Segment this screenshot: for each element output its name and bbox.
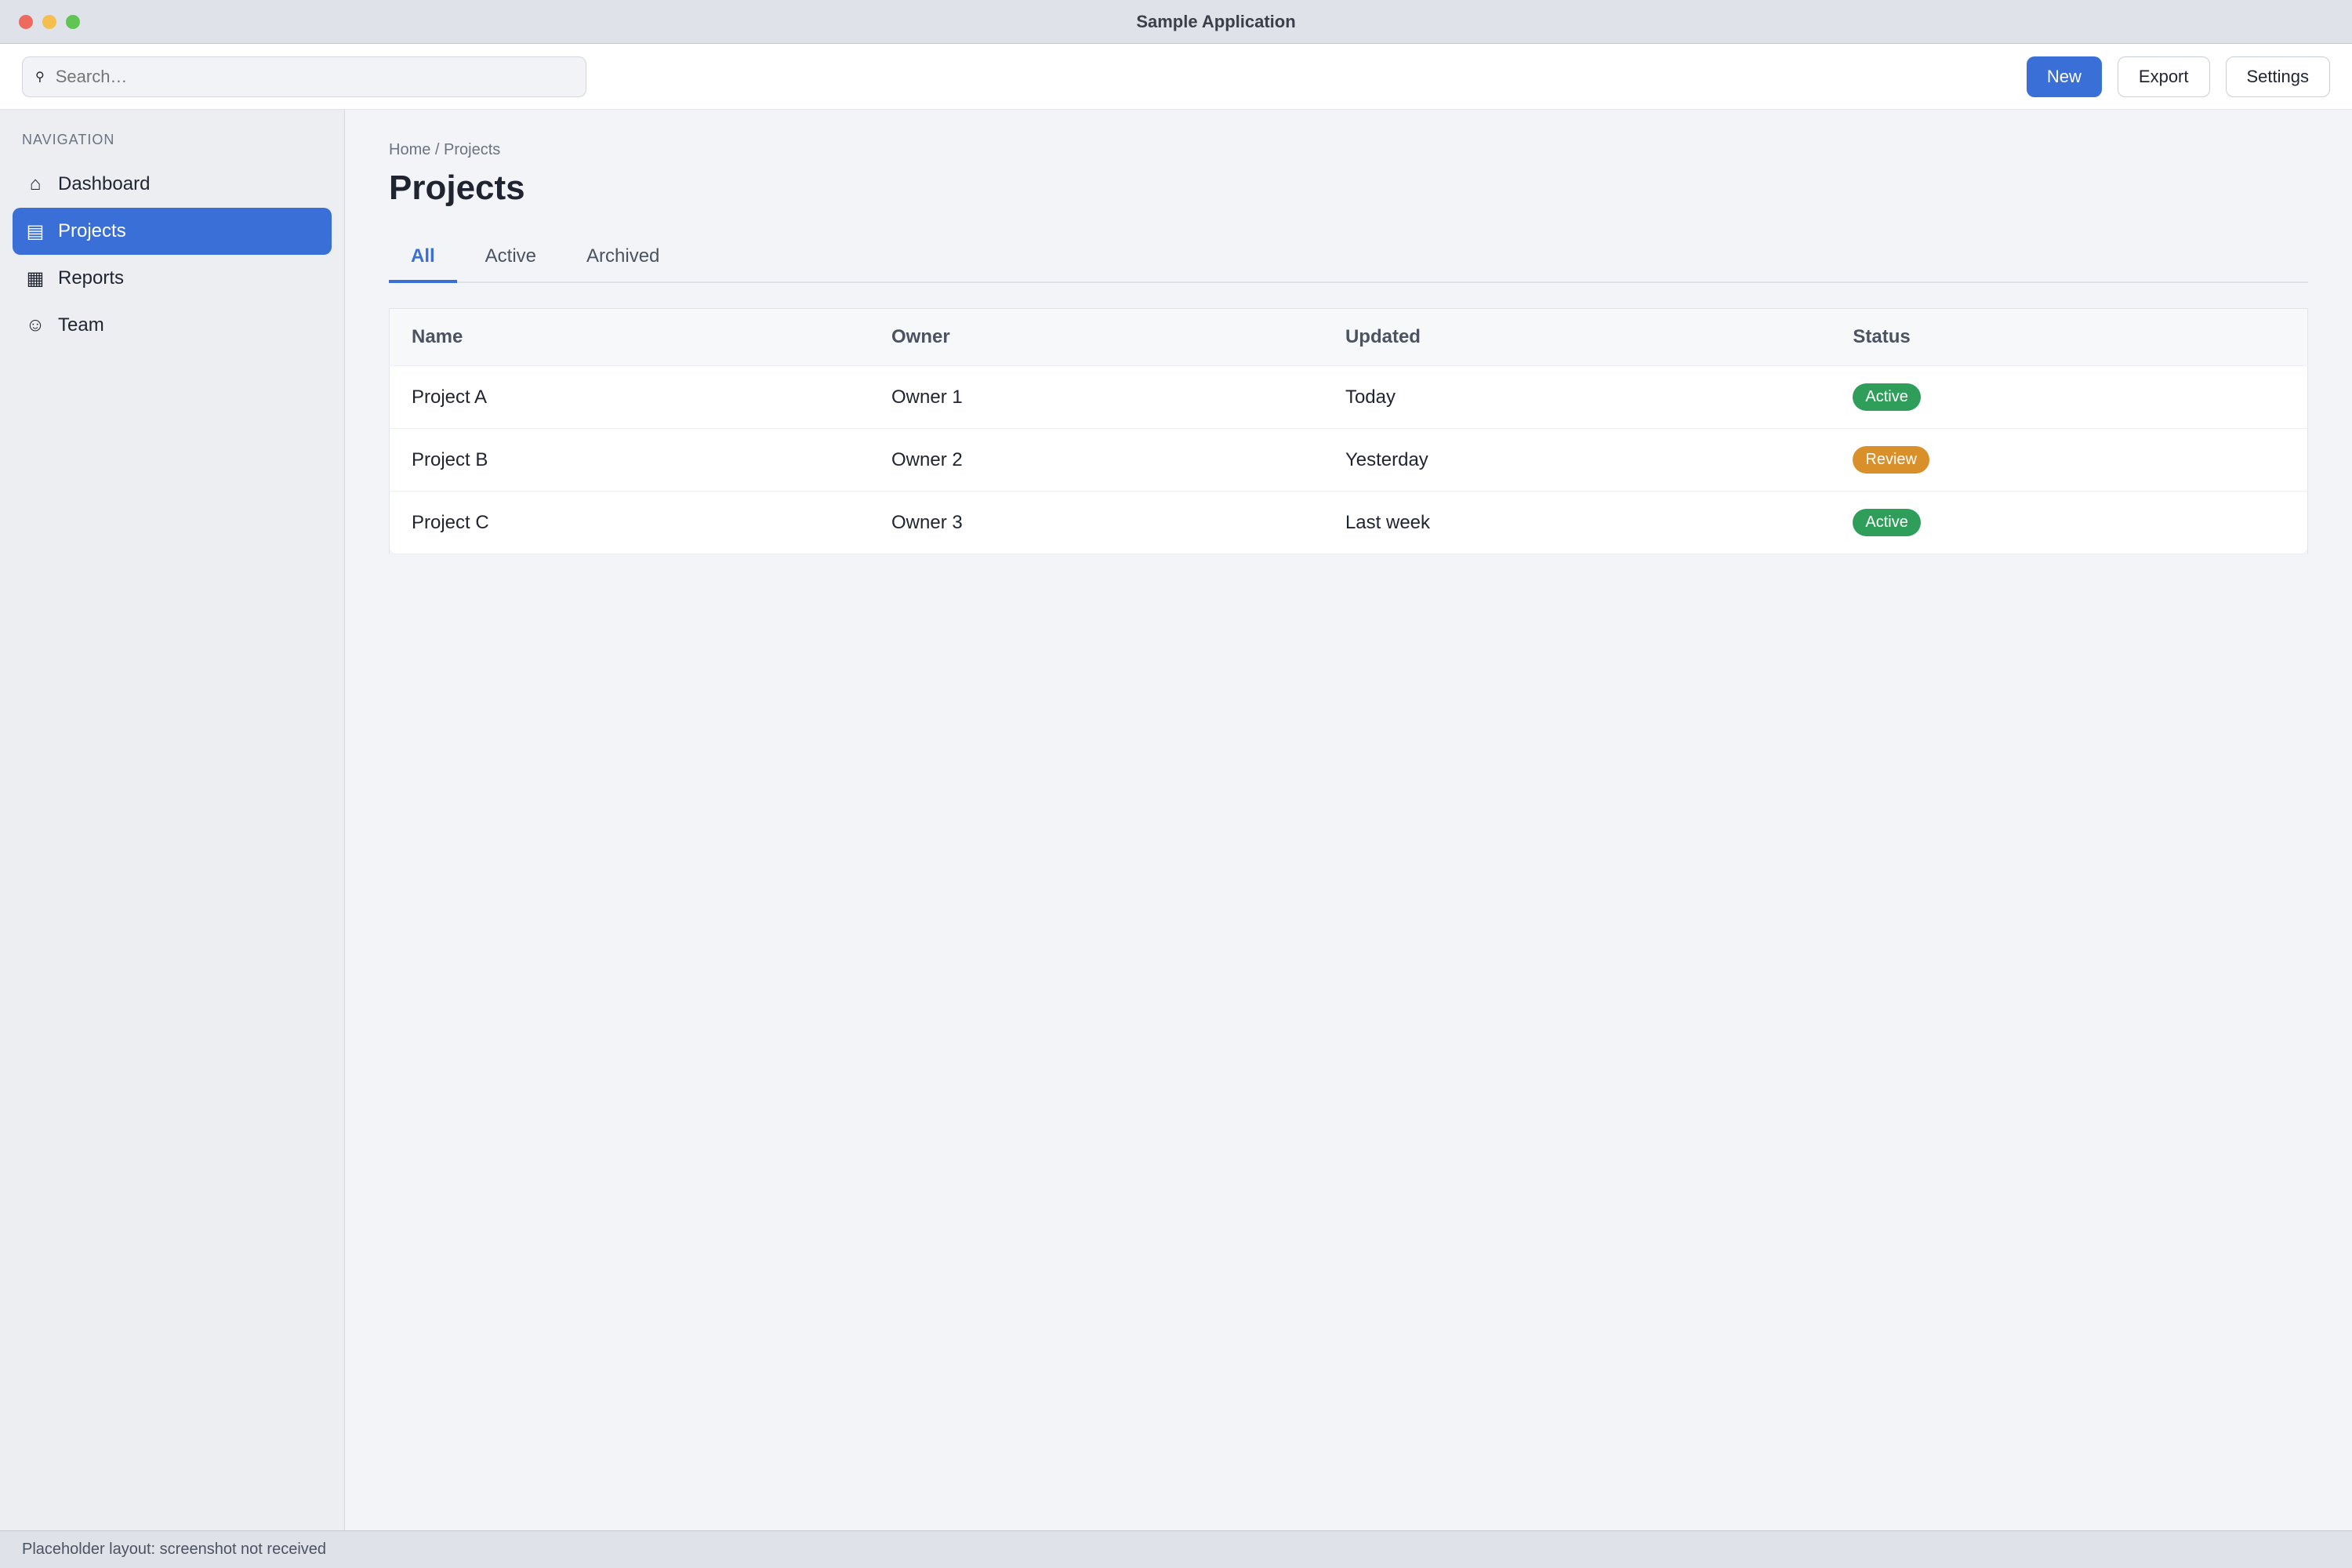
window-controls bbox=[19, 15, 80, 29]
sidebar-item-label: Projects bbox=[58, 220, 126, 241]
status-bar bbox=[0, 1530, 2352, 1568]
sidebar-item-label: Team bbox=[58, 314, 104, 336]
table-cell: Yesterday bbox=[1323, 429, 1831, 492]
column-header[interactable]: Owner bbox=[869, 309, 1323, 366]
export-button[interactable]: Export bbox=[2118, 56, 2210, 97]
sidebar bbox=[0, 110, 345, 1530]
search-box[interactable] bbox=[22, 56, 586, 97]
sidebar-item-label: Reports bbox=[58, 267, 125, 289]
tab-all[interactable]: All bbox=[389, 233, 457, 283]
breadcrumb: Home / Projects bbox=[389, 141, 501, 158]
sidebar-item-label: Dashboard bbox=[58, 173, 151, 194]
table-cell: Owner 3 bbox=[869, 492, 1323, 554]
table-cell: Today bbox=[1323, 366, 1831, 429]
minimize-window-button[interactable] bbox=[42, 15, 56, 29]
main-panel bbox=[345, 110, 2352, 1530]
status-text: Placeholder layout: screenshot not received bbox=[22, 1541, 327, 1558]
table-row[interactable] bbox=[390, 429, 2308, 492]
home-icon: ⌂ bbox=[29, 173, 42, 194]
table-header-row bbox=[390, 309, 2308, 366]
tab-bar bbox=[389, 233, 2308, 283]
table-body bbox=[390, 366, 2308, 554]
table-cell: Last week bbox=[1323, 492, 1831, 554]
table-cell: Owner 2 bbox=[869, 429, 1323, 492]
title-bar bbox=[0, 0, 2352, 44]
settings-button[interactable]: Settings bbox=[2226, 56, 2331, 97]
folder-icon: ▤ bbox=[26, 220, 45, 242]
table-cell: Project A bbox=[390, 366, 870, 429]
users-icon: ☺ bbox=[25, 314, 45, 336]
search-input[interactable] bbox=[54, 66, 573, 88]
column-header[interactable]: Status bbox=[1831, 309, 2307, 366]
table-row[interactable] bbox=[390, 492, 2308, 554]
tab-active[interactable]: Active bbox=[485, 245, 537, 267]
sidebar-item-dashboard[interactable] bbox=[13, 161, 332, 208]
status-badge: Active bbox=[1853, 383, 1920, 411]
column-header[interactable]: Updated bbox=[1323, 309, 1831, 366]
window-title: Sample Application bbox=[1136, 11, 1296, 31]
table-cell: Owner 1 bbox=[869, 366, 1323, 429]
sidebar-item-team[interactable] bbox=[13, 302, 332, 349]
content-area bbox=[0, 110, 2352, 1530]
table-cell: Project C bbox=[390, 492, 870, 554]
table-cell: Project B bbox=[390, 429, 870, 492]
sidebar-item-projects[interactable] bbox=[13, 208, 332, 255]
sidebar-item-reports[interactable] bbox=[13, 255, 332, 302]
sidebar-items bbox=[13, 161, 332, 349]
table-cell bbox=[1831, 492, 2307, 554]
table-cell bbox=[1831, 366, 2307, 429]
toolbar bbox=[0, 44, 2352, 110]
search-icon: ⚲ bbox=[35, 70, 45, 84]
sidebar-heading: NAVIGATION bbox=[22, 132, 115, 147]
status-badge: Review bbox=[1853, 446, 1929, 474]
data-table bbox=[389, 308, 2308, 554]
chart-icon: ▦ bbox=[26, 267, 45, 289]
new-button[interactable]: New bbox=[2027, 56, 2102, 97]
column-header[interactable]: Name bbox=[390, 309, 870, 366]
tab-archived[interactable]: Archived bbox=[586, 245, 660, 267]
status-badge: Active bbox=[1853, 509, 1920, 536]
maximize-window-button[interactable] bbox=[66, 15, 80, 29]
page-title: Projects bbox=[389, 169, 525, 207]
table-row[interactable] bbox=[390, 366, 2308, 429]
close-window-button[interactable] bbox=[19, 15, 33, 29]
table-cell bbox=[1831, 429, 2307, 492]
